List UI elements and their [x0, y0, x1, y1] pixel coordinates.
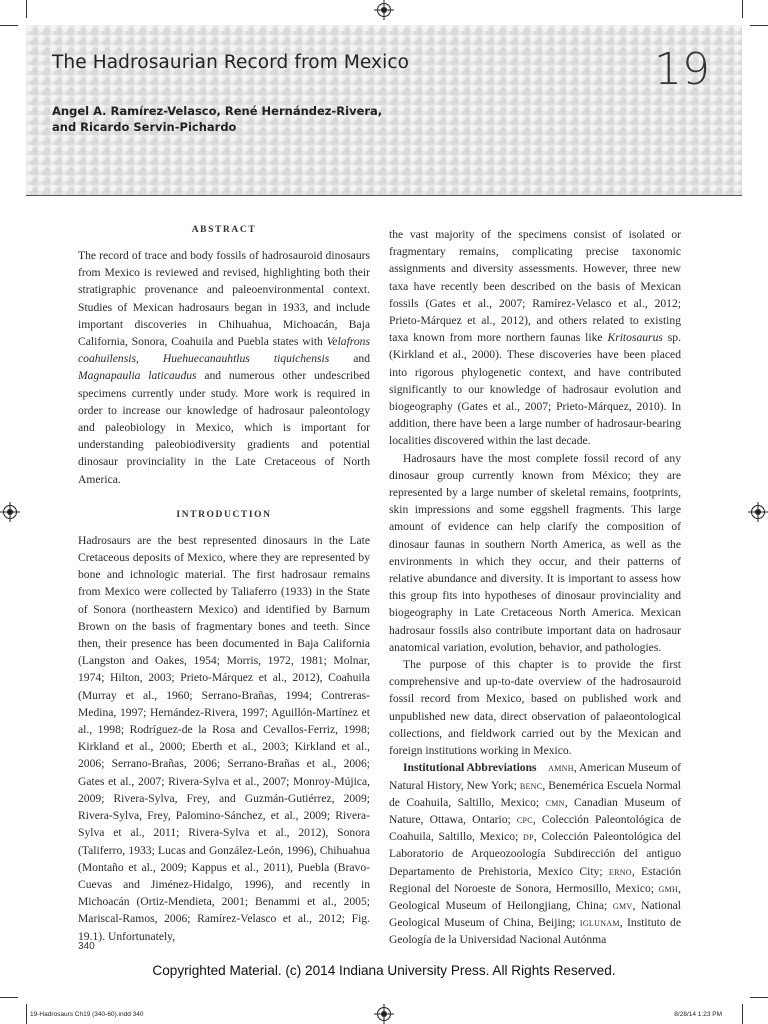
left-column	[78, 225, 370, 945]
taxon-names: Velafrons coahuilensis, Huehuecanauhtlus tiquichensis	[78, 335, 370, 366]
crop-mark	[742, 0, 743, 18]
inst-abbr: benc	[519, 778, 543, 792]
paragraph: The purpose of this chapter is to provide the first comprehensive and up-to-date overview of the hadrosauroid fossil record from Mexico, based on published work and unpublished new data, direct observation of palaeontological collections, and fieldwork carried out by the Mexican and foreign institutions working in Mexico.	[389, 658, 681, 758]
authors-line: and Ricardo Servin-Pichardo	[52, 120, 237, 134]
crop-mark	[26, 0, 27, 18]
inst-name: , Geological Museum of Heilongjiang, China;	[389, 881, 681, 912]
inst-name: , Benemérica Escuela Normal de Coahuila, Saltillo, Mexico;	[389, 778, 681, 809]
taxon-name: Magnapaulia laticaudus	[78, 369, 197, 383]
introduction-heading: INTRODUCTION	[176, 509, 272, 520]
taxon-name: Kritosaurus	[607, 331, 663, 345]
crop-mark	[742, 1004, 743, 1024]
abstract-heading: ABSTRACT	[191, 225, 257, 235]
chapter-number: 19	[654, 44, 710, 95]
crop-mark	[750, 25, 768, 26]
authors-line: Angel A. Ramírez-Velasco, René Hernández-Rivera,	[52, 104, 383, 118]
inst-name: , Estación Regional del Noroeste de Sonora, Hermosillo, Mexico;	[389, 864, 682, 895]
registration-mark-icon	[377, 3, 391, 17]
inst-abbr: cpc	[516, 812, 533, 826]
inst-abbr: erno	[608, 864, 632, 878]
paragraph: Hadrosaurs have the most complete fossil record of any dinosaur group currently known from México; they are represented by a large number of skeletal remains, footprints, skin impressions and some eggshell fragments. This large amount of evidence can help clarify the composition of dinosaur faunas in southern North America, as well as the environments in which they occur, and their patterns of relative abundance and diversity. It is important to assess how this group fits into hypotheses of dinosaur provinciality and biogeography in Late Cretaceous North America. Mexican hadrosaur fossils also contribute important data on hadrosaur anatomical variation, evolution, behavior, and pathologies.	[389, 451, 681, 654]
registration-mark-icon	[377, 1007, 391, 1021]
inst-heading: Institutional Abbreviations	[403, 761, 537, 775]
inst-name: , Colección Paleontológica del Laboratorio de Arqueozoología Subdirección del antiguo Departamento de Prehistoria, Mexico City;	[389, 830, 681, 878]
crop-mark	[0, 997, 18, 998]
crop-mark	[26, 1004, 27, 1024]
inst-abbr: cmn	[545, 795, 565, 809]
inst-name: , American Museum of Natural History, New York;	[389, 761, 681, 792]
inst-name: , Colección Paleontológica de Coahuila, Saltillo, Mexico;	[389, 812, 681, 844]
inst-name: , Instituto de Geología de la Universidad Nacional Autónma	[389, 916, 681, 947]
crop-mark	[0, 25, 18, 26]
registration-mark-icon	[751, 505, 765, 519]
file-slug: 19-Hadrosaurs Ch19 (340-60).indd 340	[30, 1011, 144, 1018]
page-number: 340	[78, 941, 95, 952]
crop-mark	[750, 997, 768, 998]
chapter-title: The Hadrosaurian Record from Mexico	[52, 52, 410, 73]
author-list	[52, 103, 382, 135]
inst-abbr: gmv	[612, 898, 633, 912]
inst-list	[389, 761, 681, 946]
right-column	[389, 226, 681, 949]
inst-abbr: amnh	[548, 761, 574, 775]
introduction-text: Hadrosaurs are the best represented dinosaurs in the Late Cretaceous deposits of Mexico, where they are represented by bone and ichnologic material. The first hadrosaur remains from Mexico were collected by Taliaferro (1933) in the State of Sonora (northeastern Mexico) and identified by Barnum Brown on the basis of fragmentary bones and teeth. Since then, their presence has been documented in Baja California (Langston and Oakes, 1954; Morris, 1972, 1981; Molnar, 1974; Hilton, 2003; Prieto-Márquez et al., 2012), Coahuila (Murray et al., 1960; Serrano-Brañas, 1994; Contreras-Medina, 1997; Hernández-Rivera, 1997; Aguillón-Martínez et al., 1998; Rodríguez-de la Rosa and Cevallos-Ferriz, 1998; Kirkland et al., 2000; Eberth et al., 2003; Kirkland et al., 2006; Serrano-Brañas, 2006; Serrano-Brañas et al., 2006; Gates et al., 2007; Rivera-Sylva et al., 2007; Monroy-Mújica, 2009; Rivera-Sylva, Frey, and Guzmán-Gutiérrez, 2009; Rivera-Sylva, Frey, Palomino-Sánchez, et al., 2009; Rivera-Sylva et al., 2011; Rivera-Sylva et al., 2012), Sonora (Taliferro, 1933; Lucas and González-León, 1996), Chihuahua (Montaño et al., 2009; Kappus et al., 2011), Puebla (Bravo-Cuevas and Jiménez-Hidalgo, 1996), and recently in Michoacán (Ortiz-Mendieta, 2001; Benammi et al., 2005; Mariscal-Ramos, 2006; Ramírez-Velasco et al., 2012; Fig. 19.1). Unfortunately,	[78, 533, 370, 943]
inst-name: , Canadian Museum of Nature, Ottawa, Ontario;	[389, 795, 681, 826]
inst-abbr: iglunam	[579, 916, 620, 930]
inst-abbr: dp	[523, 830, 534, 844]
inst-abbr: gmh	[658, 881, 679, 895]
inst-name: , National Geological Museum of China, Beijing;	[389, 898, 681, 930]
date-slug: 8/28/14 1:23 PM	[674, 1011, 722, 1018]
copyright-notice: Copyrighted Material. (c) 2014 Indiana University Press. All Rights Reserved.	[152, 963, 616, 978]
abstract-text: The record of trace and body fossils of hadrosauroid dinosaurs from Mexico is reviewed and revised, highlighting both their stratigraphic provenance and paleoenvironmental context. Studies of Mexican hadrosaurs began in 1933, and include important discoveries in Chihuahua, Michoacán, Baja California, Sonora, Coahuila and Puebla states with Velafrons coahuilensis, Huehuecanauhtlus tiquichensis and Magnapaulia laticaudus and numerous other undescribed specimens currently under study. More work is required in order to increase our knowledge of hadrosaur paleontology and paleobiology in Mexico, which is important for understanding paleobiodiversity gradients and potential dinosaur provinciality in the Late Cretaceous of North America.	[78, 249, 370, 486]
institutional-abbreviations	[389, 759, 681, 948]
paragraph: the vast majority of the specimens consist of isolated or fragmentary remains, complicating precise taxonomic assignments and diversity assessments. However, three new taxa have recently been described on the basis of Mexican fossils (Gates et al., 2007; Ramírez-Velasco et al., 2012; Prieto-Márquez et al., 2012), and others related to existing taxa known from more northern faunas like Kritosaurus sp. (Kirkland et al., 2000). These discoveries have been placed into rigorous phylogenetic context, and have contributed significantly to our knowledge of hadrosaur evolution and biogeography (Gates et al., 2007; Prieto-Márquez, 2010). In addition, there have been a large number of hadrosaur-bearing localities discovered within the last decade.	[389, 228, 682, 448]
registration-mark-icon	[3, 505, 17, 519]
